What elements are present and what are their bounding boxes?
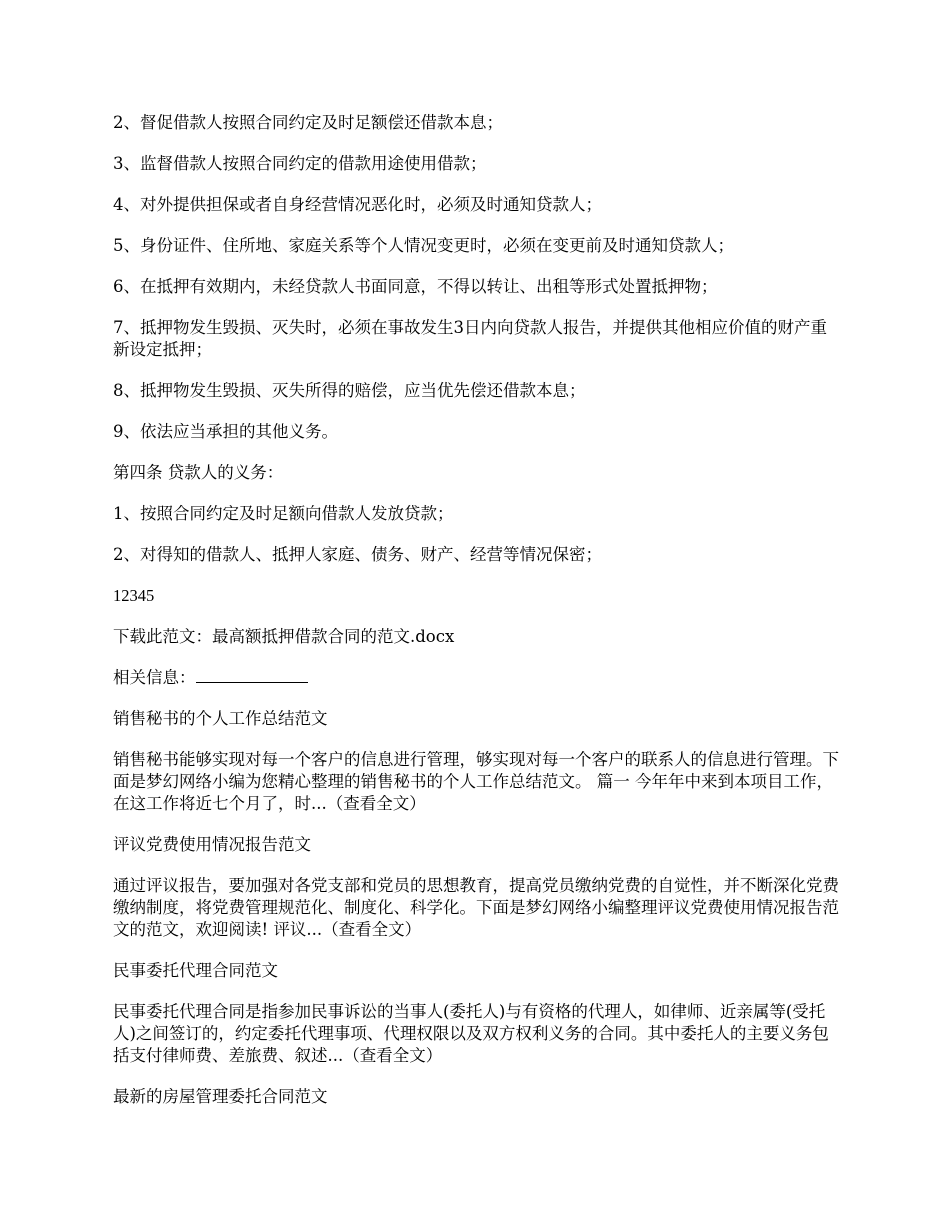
related-title[interactable]: 销售秘书的个人工作总结范文 <box>113 709 328 728</box>
read-more-link[interactable]: （查看全文） <box>326 794 426 813</box>
related-title[interactable]: 最新的房屋管理委托合同范文 <box>113 1087 328 1106</box>
document-body <box>113 112 843 1127</box>
related-title[interactable]: 评议党费使用情况报告范文 <box>113 835 311 854</box>
download-label: 下载此范文： <box>113 627 212 646</box>
list-item: 8、抵押物发生毁损、灭失所得的赔偿，应当优先偿还借款本息； <box>113 381 586 400</box>
related-summary-text: 民事委托代理合同是指参加民事诉讼的当事人(委托人)与有资格的代理人，如律师、近亲属等(受托人)之间签订的，约定委托代理事项、代理权限以及双方权利义务的合同。其中委托人的主要义务包括支付律师费、差旅费、叙述... <box>113 1002 829 1065</box>
related-summary-text: 通过评议报告，要加强对各党支部和党员的思想教育，提高党员缴纳党费的自觉性，并不断深化党费缴纳制度，将党费管理规范化、制度化、科学化。下面是梦幻网络小编整理评议党费使用情况报告范文的范文，欢迎阅读! 评议... <box>113 876 839 939</box>
list-item: 4、对外提供担保或者自身经营情况恶化时，必须及时通知贷款人； <box>113 195 602 214</box>
related-label: 相关信息： <box>113 668 196 687</box>
related-summary <box>113 1001 843 1067</box>
read-more-link[interactable]: （查看全文） <box>322 920 422 939</box>
list-item: 2、对得知的借款人、抵押人家庭、债务、财产、经营等情况保密； <box>113 545 602 564</box>
download-link[interactable]: 最高额抵押借款合同的范文.docx <box>212 627 455 646</box>
list-item: 2、督促借款人按照合同约定及时足额偿还借款本息； <box>113 113 503 132</box>
related-underline <box>196 668 308 683</box>
article-heading: 第四条 贷款人的义务： <box>113 463 284 482</box>
list-item: 3、监督借款人按照合同约定的借款用途使用借款； <box>113 154 487 173</box>
list-item: 9、依法应当承担的其他义务。 <box>113 422 338 441</box>
related-heading <box>113 667 843 689</box>
related-summary-text: 销售秘书能够实现对每一个客户的信息进行管理，够实现对每一个客户的联系人的信息进行管理。下面是梦幻网络小编为您精心整理的销售秘书的个人工作总结范文。 篇一 今年年中来到本项目工作，在这工作将近七个月了，时... <box>113 750 839 813</box>
pagination[interactable]: 12345 <box>113 586 155 605</box>
list-item: 7、抵押物发生毁损、灭失时，必须在事故发生3日内向贷款人报告，并提供其他相应价值的财产重新设定抵押； <box>113 318 827 359</box>
related-summary <box>113 875 843 941</box>
list-item: 6、在抵押有效期内，未经贷款人书面同意，不得以转让、出租等形式处置抵押物； <box>113 277 718 296</box>
list-item: 5、身份证件、住所地、家庭关系等个人情况变更时，必须在变更前及时通知贷款人； <box>113 236 734 255</box>
read-more-link[interactable]: （查看全文） <box>343 1046 443 1065</box>
list-item: 1、按照合同约定及时足额向借款人发放贷款； <box>113 504 454 523</box>
download-line <box>113 626 843 648</box>
related-summary <box>113 749 843 815</box>
related-title[interactable]: 民事委托代理合同范文 <box>113 961 278 980</box>
